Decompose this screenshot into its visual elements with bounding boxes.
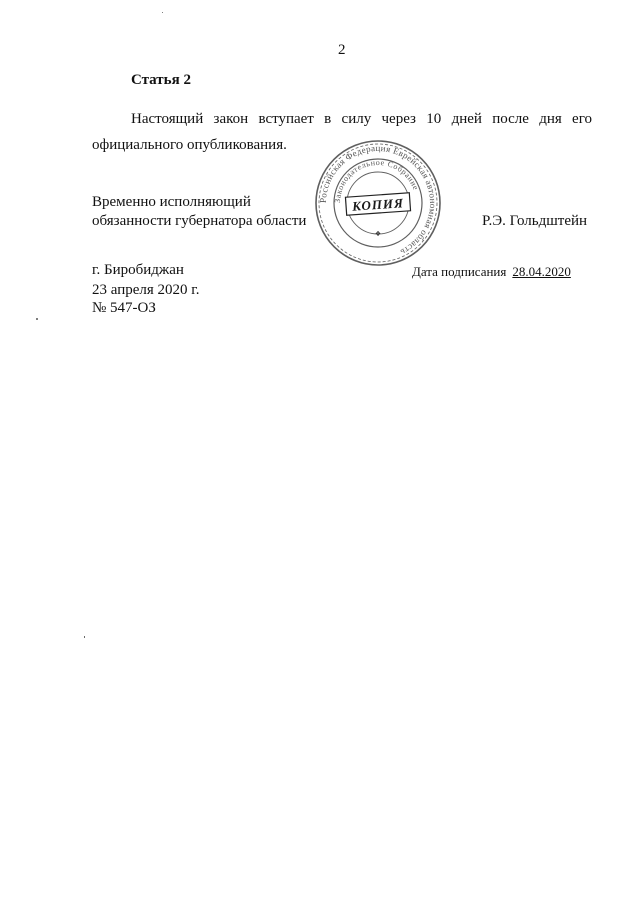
signing-date-label: Дата подписания <box>412 264 507 279</box>
signing-date-value: 28.04.2020 <box>512 264 571 279</box>
scan-speck <box>84 636 85 638</box>
city: г. Биробиджан <box>92 262 184 278</box>
signatory-title-line1: Временно исполняющий <box>92 194 251 210</box>
article-paragraph-line2: официального опубликования. <box>92 137 287 153</box>
scan-speck <box>162 12 163 13</box>
signatory-name: Р.Э. Гольдштейн <box>482 213 588 229</box>
seal-outer-text: Российская Федерация Еврейская автономная область <box>317 142 439 258</box>
law-date: 23 апреля 2020 г. <box>92 282 200 298</box>
page-number: 2 <box>338 42 346 58</box>
article-heading: Статья 2 <box>131 72 191 88</box>
official-seal-stamp <box>312 138 444 268</box>
scan-speck <box>36 318 38 320</box>
law-number: № 547-ОЗ <box>92 300 156 316</box>
article-paragraph-line1: Настоящий закон вступает в силу через 10 дней после дня его <box>131 111 592 127</box>
seal-center-text: КОПИЯ <box>351 195 405 214</box>
seal-inner-text: Законодательное Собрание <box>332 157 421 204</box>
signatory-title-line2: обязанности губернатора области <box>92 213 307 229</box>
seal-emblem-icon: ❖ <box>374 230 382 238</box>
signing-date-line <box>412 264 571 280</box>
